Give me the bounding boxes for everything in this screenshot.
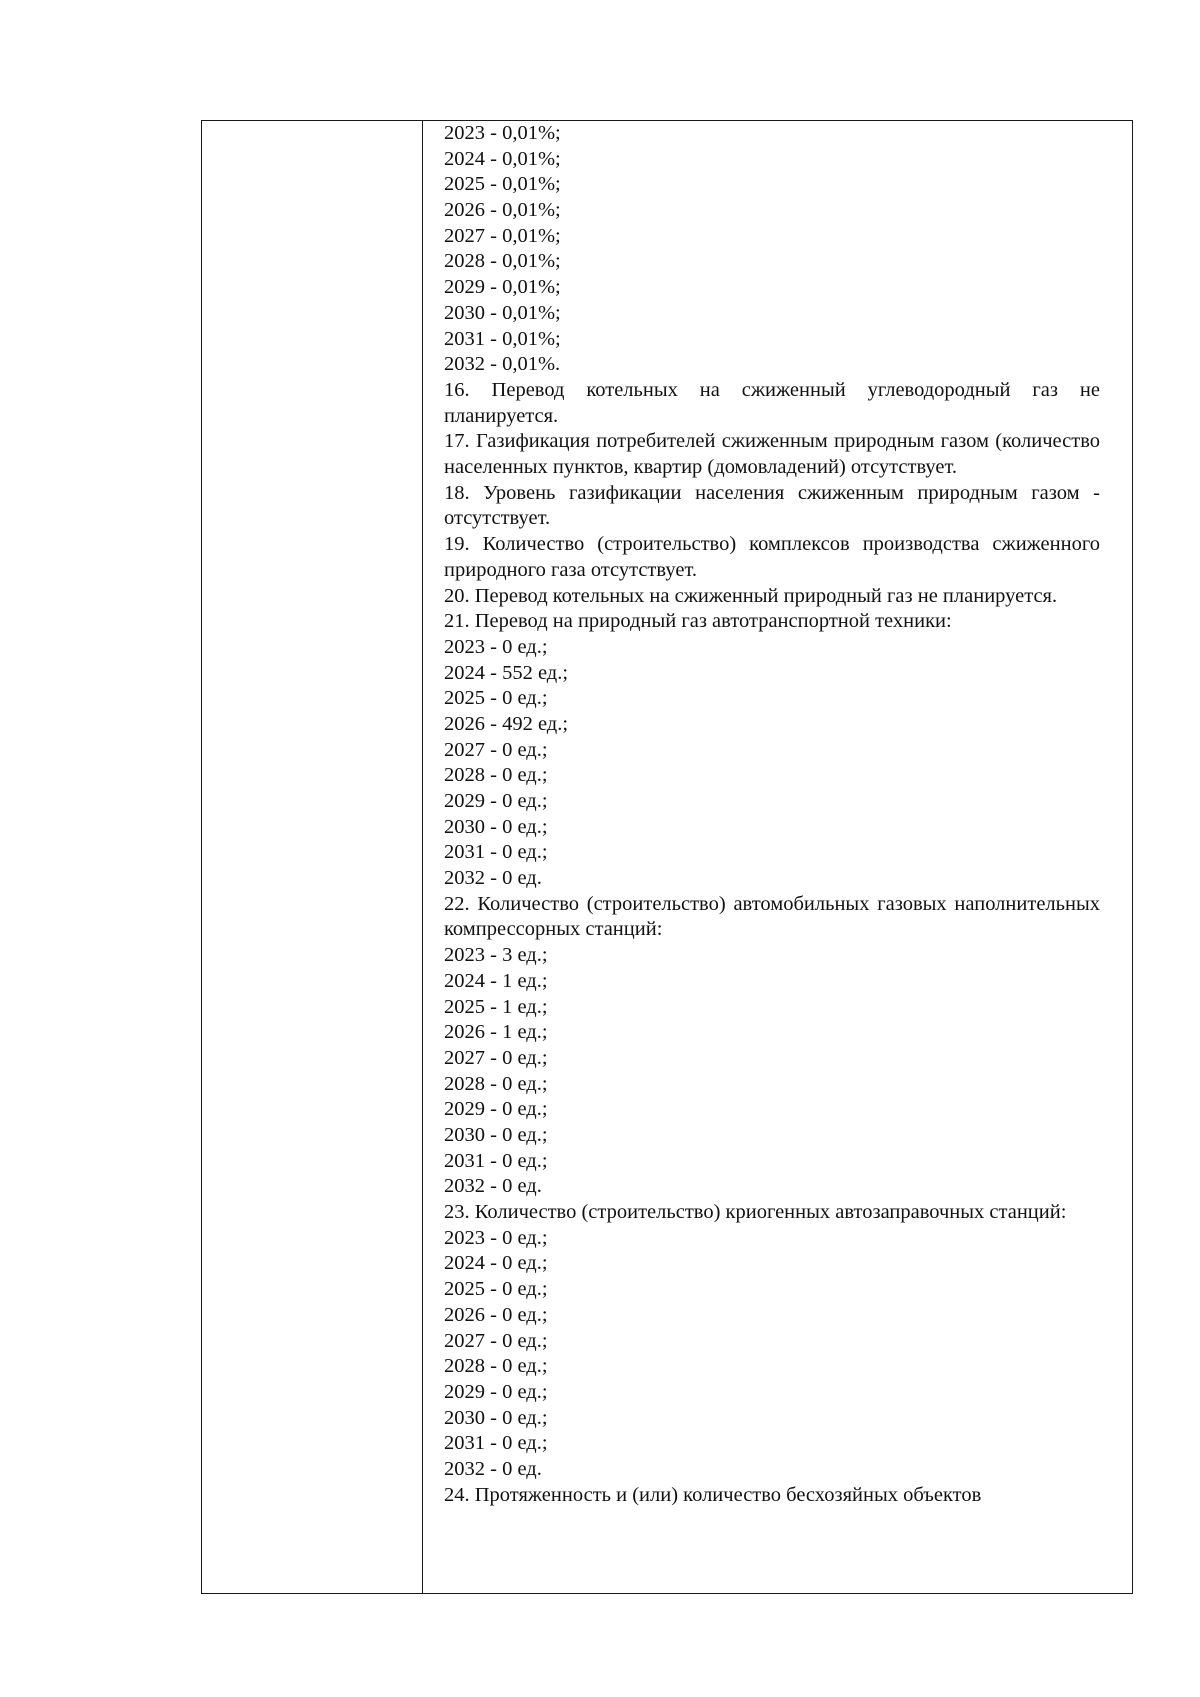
text-line: 2030 - 0 ед.; xyxy=(444,1124,548,1146)
text-line: 2026 - 0 ед.; xyxy=(444,1303,548,1326)
text-line: 2027 - 0 ед.; xyxy=(444,1046,548,1069)
paragraph-item-23: 23. Количество (строительство) криогенных автозаправочных станций: xyxy=(444,1201,1067,1224)
text-line: 2032 - 0 ед. xyxy=(444,867,542,890)
text-line: 2029 - 0 ед.; xyxy=(444,1380,548,1403)
text-line: 2025 - 0 ед.; xyxy=(444,1278,548,1301)
text-line: 2030 - 0 ед.; xyxy=(444,1406,548,1429)
text-line: 2027 - 0 ед.; xyxy=(444,1329,548,1352)
text-line: 2024 - 1 ед.; xyxy=(444,969,548,992)
text-line: 2024 - 0,01%; xyxy=(444,147,561,170)
table-left-cell xyxy=(202,121,422,1593)
text-line: 2026 - 1 ед.; xyxy=(444,1021,548,1044)
text-line: 2029 - 0 ед.; xyxy=(444,790,548,813)
text-line: 2030 - 0,01%; xyxy=(444,301,561,324)
text-line: 2028 - 0,01%; xyxy=(444,250,561,273)
paragraph-item-16: 16. Перевод котельных на сжиженный углеводородный газ не планируется. xyxy=(444,378,1100,427)
text-line: 2032 - 0 ед. xyxy=(444,1457,542,1480)
paragraph-item-21: 21. Перевод на природный газ автотранспортной техники: xyxy=(444,610,952,633)
paragraph-item-18: 18. Уровень газификации населения сжиженным природным газом - отсутствует. xyxy=(444,481,1100,530)
text-line: 2029 - 0,01%; xyxy=(444,276,561,299)
text-line: 2029 - 0 ед.; xyxy=(444,1098,548,1121)
text-line: 2025 - 0,01%; xyxy=(444,173,561,196)
text-line: 2026 - 492 ед.; xyxy=(444,712,569,735)
text-line: 2023 - 0 ед.; xyxy=(444,635,548,658)
text-line: 2028 - 0 ед.; xyxy=(444,764,548,787)
paragraph-item-20: 20. Перевод котельных на сжиженный природный газ не планируется. xyxy=(444,584,1058,607)
text-line: 2025 - 1 ед.; xyxy=(444,995,548,1018)
text-line: 2031 - 0 ед.; xyxy=(444,1149,548,1172)
text-line: 2027 - 0 ед.; xyxy=(444,738,548,761)
text-line: 2024 - 0 ед.; xyxy=(444,1252,548,1275)
paragraph-item-22: 22. Количество (строительство) автомобильных газовых наполнительных компрессорных станций: xyxy=(444,892,1100,941)
text-line: 2027 - 0,01%; xyxy=(444,224,561,247)
paragraph-item-24: 24. Протяженность и (или) количество бесхозяйных объектов xyxy=(444,1483,982,1506)
text-line: 2026 - 0,01%; xyxy=(444,199,561,222)
text-line: 2025 - 0 ед.; xyxy=(444,687,548,710)
text-line: 2031 - 0 ед.; xyxy=(444,1432,548,1455)
text-line: 2023 - 0,01%; xyxy=(444,122,561,144)
text-line: 2028 - 0 ед.; xyxy=(444,1072,548,1095)
text-line: 2032 - 0 ед. xyxy=(444,1175,542,1198)
text-line: 2031 - 0 ед.; xyxy=(444,841,548,864)
table-right-cell-content xyxy=(444,121,1100,1508)
text-line: 2024 - 552 ед.; xyxy=(444,661,569,684)
text-line: 2031 - 0,01%; xyxy=(444,327,561,350)
column-divider xyxy=(422,121,423,1593)
text-line: 2032 - 0,01%. xyxy=(444,353,561,376)
text-line: 2023 - 3 ед.; xyxy=(444,944,548,967)
text-line: 2023 - 0 ед.; xyxy=(444,1226,548,1249)
paragraph-item-19: 19. Количество (строительство) комплексов производства сжиженного природного газа отсутствует. xyxy=(444,533,1100,581)
text-line: 2030 - 0 ед.; xyxy=(444,815,548,838)
text-line: 2028 - 0 ед.; xyxy=(444,1355,548,1378)
paragraph-item-17: 17. Газификация потребителей сжиженным природным газом (количество населенных пунктов, квартир (домовладений) отсутствует. xyxy=(444,430,1100,478)
